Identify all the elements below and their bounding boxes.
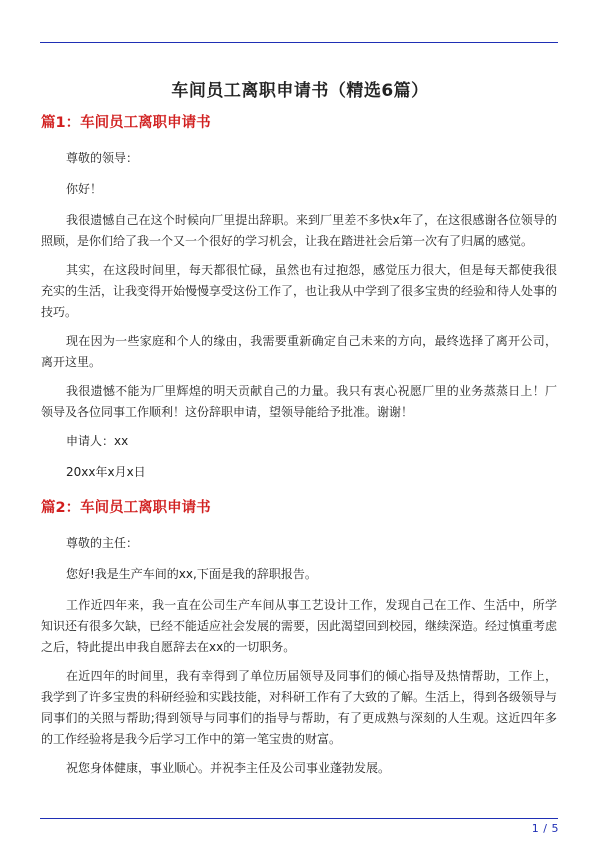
footer-rule	[40, 818, 558, 819]
date-line: 20xx年x月x日	[66, 465, 146, 479]
body-paragraph: 在近四年的时间里，我有幸得到了单位历届领导及同事们的倾心指导及热情帮助，工作上，我学到了许多宝贵的科研经验和实践技能，对科研工作有了大致的了解。生活上，得到各级领导与同事们的关照与帮助;得到领导与同事们的指导与帮助，有了更成熟与深刻的人生观。这近四年多的工作经验将是我今后学习工作中的第一笔宝贵的财富。	[41, 669, 558, 746]
document-body	[41, 112, 557, 787]
document-title: 车间员工离职申请书（精选6篇）	[171, 81, 429, 101]
greeting: 你好！	[66, 182, 103, 196]
section-heading-2: 篇2：车间员工离职申请书	[41, 500, 211, 516]
header-rule	[40, 42, 558, 43]
applicant-signature: 申请人：xx	[66, 434, 129, 448]
body-paragraph: 我很遗憾不能为厂里辉煌的明天贡献自己的力量。我只有衷心祝愿厂里的业务蒸蒸日上！厂领导及各位同事工作顺利！这份辞职申请，望领导能给予批准。谢谢！	[41, 384, 557, 419]
body-paragraph: 我很遗憾自己在这个时候向厂里提出辞职。来到厂里差不多快x年了，在这很感谢各位领导的照顾，是你们给了我一个又一个很好的学习机会，让我在踏进社会后第一次有了归属的感觉。	[41, 213, 557, 248]
body-paragraph: 现在因为一些家庭和个人的缘由，我需要重新确定自己未来的方向，最终选择了离开公司，离开这里。	[41, 334, 557, 369]
body-paragraph: 其实，在这段时间里，每天都很忙碌，虽然也有过抱怨，感觉压力很大，但是每天都使我很充实的生活，让我变得开始慢慢享受这份工作了，也让我从中学到了很多宝贵的经验和待人处事的技巧。	[41, 263, 558, 319]
page-number: 1 / 5	[531, 822, 559, 835]
salutation: 尊敬的主任：	[66, 536, 139, 550]
section-heading-1: 篇1：车间员工离职申请书	[41, 115, 211, 131]
greeting: 您好!我是生产车间的xx,下面是我的辞职报告。	[66, 567, 317, 581]
closing-paragraph: 祝您身体健康，事业顺心。并祝李主任及公司事业蓬勃发展。	[66, 761, 391, 775]
salutation: 尊敬的领导：	[66, 151, 139, 165]
body-paragraph: 工作近四年来，我一直在公司生产车间从事工艺设计工作，发现自己在工作、生活中，所学知识还有很多欠缺，已经不能适应社会发展的需要，因此渴望回到校园，继续深造。经过慎重考虑之后，特此提出申我自愿辞去在xx的一切职务。	[41, 598, 558, 654]
